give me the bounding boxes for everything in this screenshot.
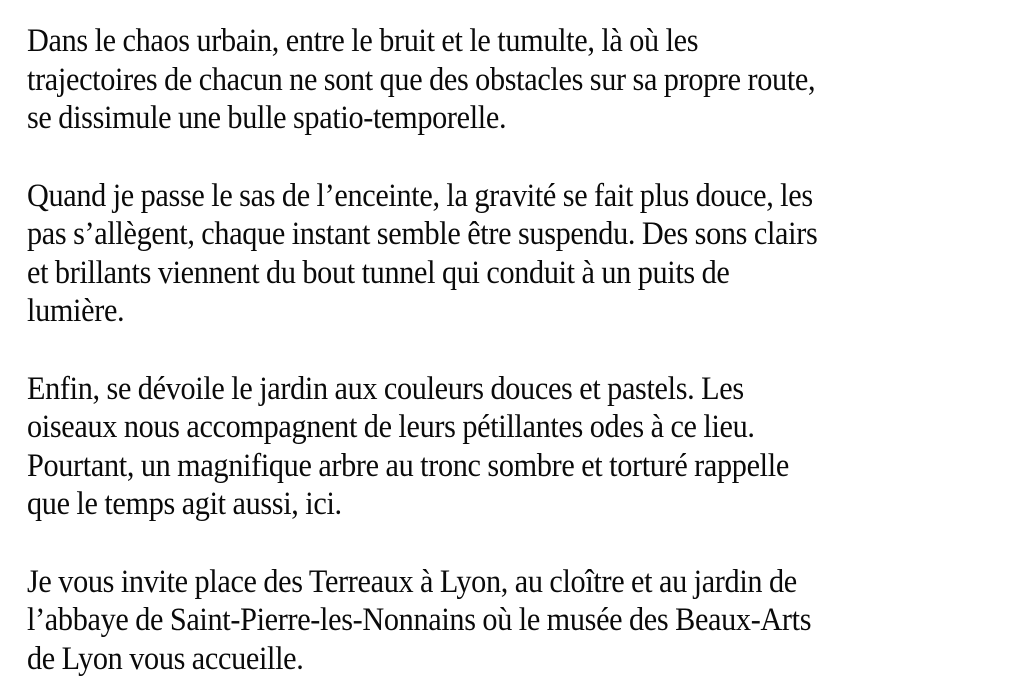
paragraph-line: et brillants viennent du bout tunnel qui conduit à un puits de: [27, 254, 730, 291]
paragraph-line: pas s’allègent, chaque instant semble être suspendu. Des sons clairs: [27, 216, 818, 252]
text-document: [27, 22, 1002, 678]
paragraph-line: se dissimule une bulle spatio-temporelle.: [27, 100, 507, 136]
paragraph-line: trajectoires de chacun ne sont que des obstacles sur sa propre route,: [27, 61, 816, 98]
paragraph-2: [27, 177, 1002, 331]
paragraph-line: que le temps agit aussi, ici.: [27, 486, 342, 522]
paragraph-line: oiseaux nous accompagnent de leurs pétillantes odes à ce lieu.: [27, 409, 755, 445]
paragraph-line: l’abbaye de Saint-Pierre-les-Nonnains où le musée des Beaux-Arts: [27, 602, 812, 638]
paragraph-line: Enfin, se dévoile le jardin aux couleurs douces et pastels. Les: [27, 370, 744, 407]
paragraph-line: de Lyon vous accueille.: [27, 640, 304, 677]
paragraph-1: [27, 22, 1002, 138]
paragraph-line: Dans le chaos urbain, entre le bruit et le tumulte, là où les: [27, 23, 699, 59]
paragraph-line: Je vous invite place des Terreaux à Lyon, au cloître et au jardin de: [27, 563, 797, 600]
paragraph-line: Quand je passe le sas de l’enceinte, la gravité se fait plus douce, les: [27, 177, 813, 214]
paragraph-4: [27, 563, 1002, 679]
paragraph-line: lumière.: [27, 293, 125, 329]
paragraph-line: Pourtant, un magnifique arbre au tronc sombre et torturé rappelle: [27, 447, 789, 484]
paragraph-3: [27, 370, 1002, 524]
